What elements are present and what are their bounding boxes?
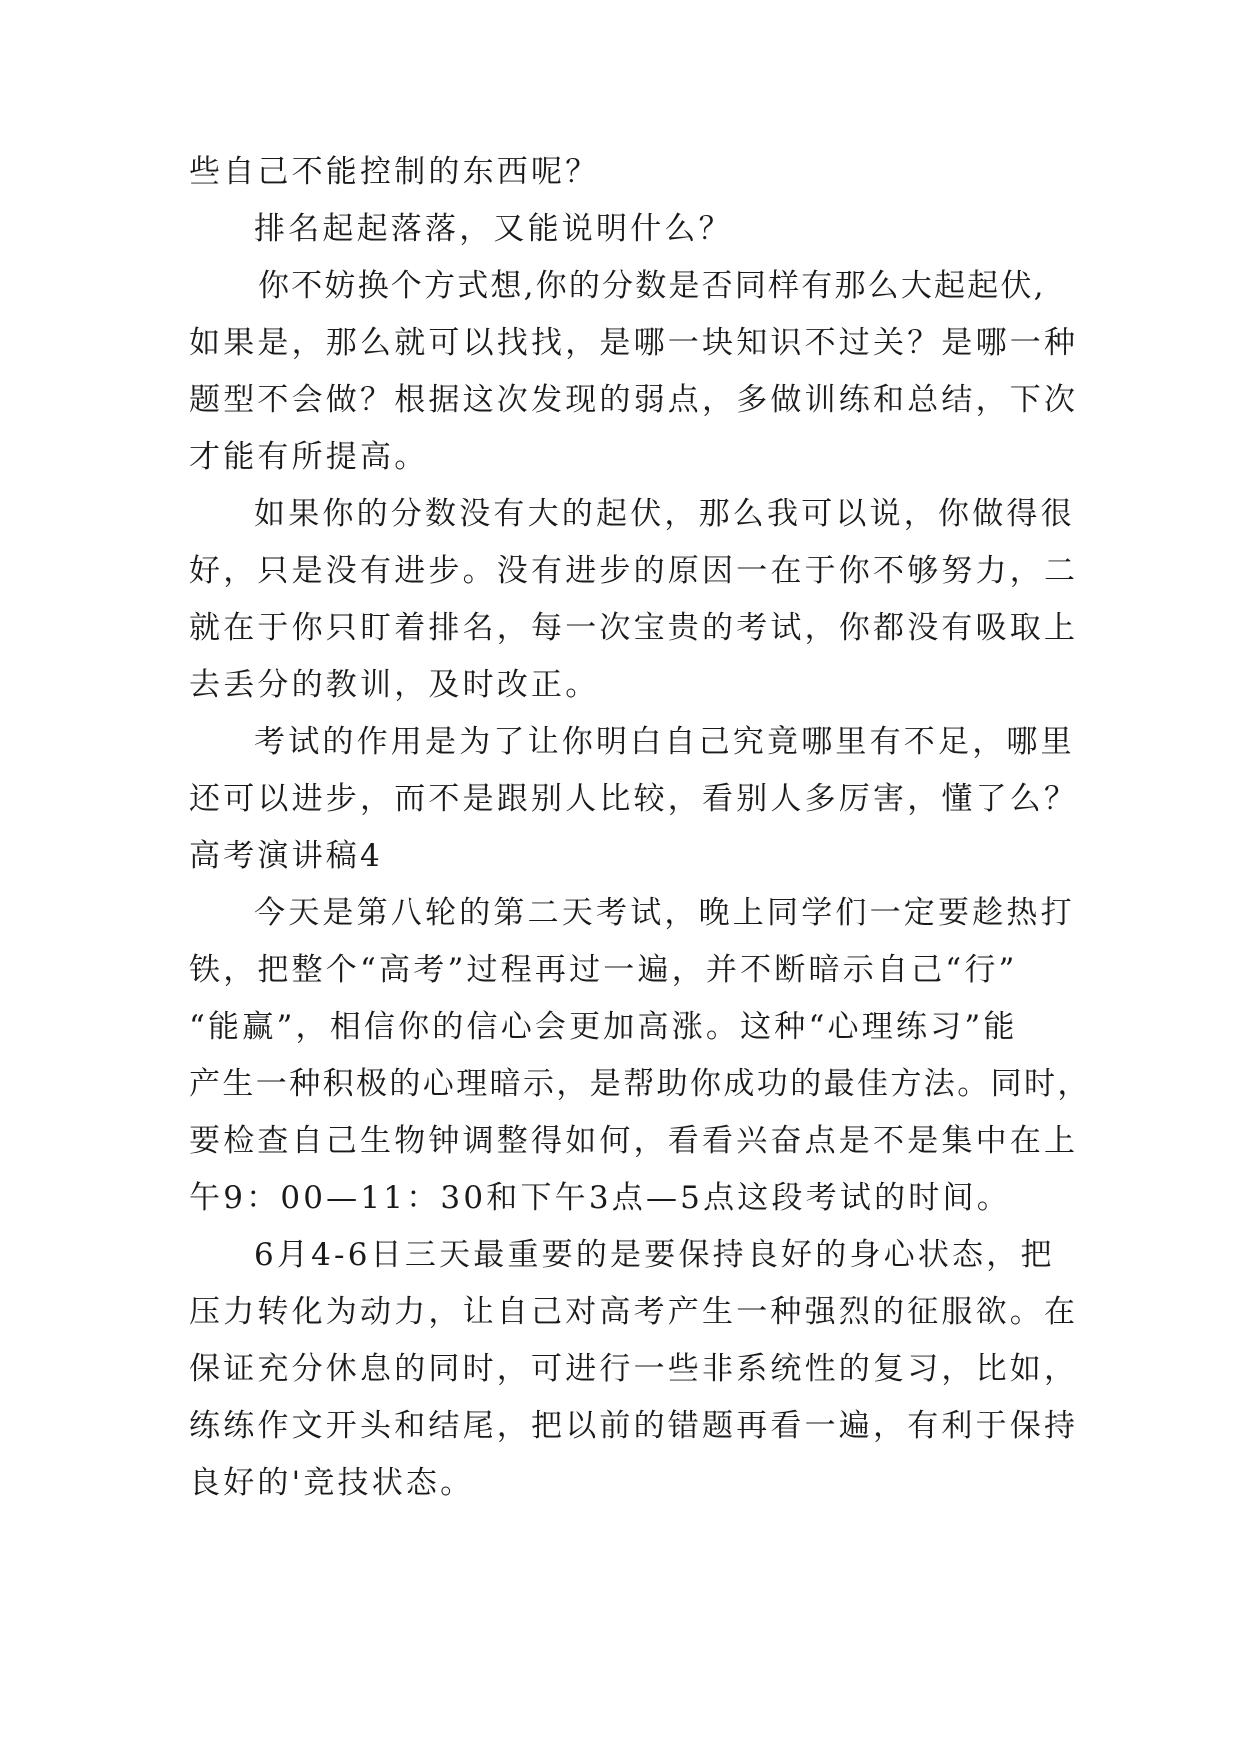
section-heading: 高考演讲稿4	[189, 838, 383, 874]
text-line: 铁，把整个“高考”过程再过一遍，并不断暗示自己“行”	[189, 952, 1018, 988]
text-line: 才能有所提高。	[189, 439, 429, 475]
text-line: 好，只是没有进步。没有进步的原因一在于你不够努力，二	[189, 553, 1079, 589]
paragraph-first-line: 今天是第八轮的第二天考试，晚上同学们一定要趁热打	[254, 895, 1075, 931]
text-line: 压力转化为动力，让自己对高考产生一种强烈的征服欲。在	[189, 1294, 1079, 1330]
text-line: 去丢分的教训，及时改正。	[189, 667, 600, 703]
paragraph-first-line: 6月4-6日三天最重要的是要保持良好的身心状态，把	[254, 1237, 1055, 1273]
paragraph-first-line: 排名起起落落，又能说明什么？	[254, 211, 733, 247]
text-line: 就在于你只盯着排名，每一次宝贵的考试，你都没有吸取上	[189, 610, 1079, 646]
paragraph-first-line: 你不妨换个方式想,你的分数是否同样有那么大起起伏,	[258, 268, 1046, 304]
text-line: 午9：00—11：30和下午3点—5点这段考试的时间。	[189, 1180, 1011, 1216]
text-line: 题型不会做？根据这次发现的弱点，多做训练和总结，下次	[189, 382, 1079, 418]
text-line: 产生一种积极的心理暗示，是帮助你成功的最佳方法。同时，	[189, 1066, 1091, 1102]
paragraph-first-line: 如果你的分数没有大的起伏，那么我可以说，你做得很	[254, 496, 1075, 532]
text-line: 还可以进步，而不是跟别人比较，看别人多厉害，懂了么？	[189, 781, 1079, 817]
text-line: 练练作文开头和结尾，把以前的错题再看一遍，有利于保持	[189, 1408, 1079, 1444]
text-line: 如果是，那么就可以找找，是哪一块知识不过关？是哪一种	[189, 325, 1079, 361]
text-line: 保证充分休息的同时，可进行一些非系统性的复习，比如，	[189, 1351, 1079, 1387]
paragraph-first-line: 考试的作用是为了让你明白自己究竟哪里有不足，哪里	[254, 724, 1075, 760]
text-line: 良好的'竞技状态。	[189, 1465, 475, 1501]
text-line: 些自己不能控制的东西呢？	[189, 154, 600, 190]
text-line: “能赢”，相信你的信心会更加高涨。这种“心理练习”能	[189, 1009, 1018, 1045]
text-line: 要检查自己生物钟调整得如何，看看兴奋点是不是集中在上	[189, 1123, 1079, 1159]
